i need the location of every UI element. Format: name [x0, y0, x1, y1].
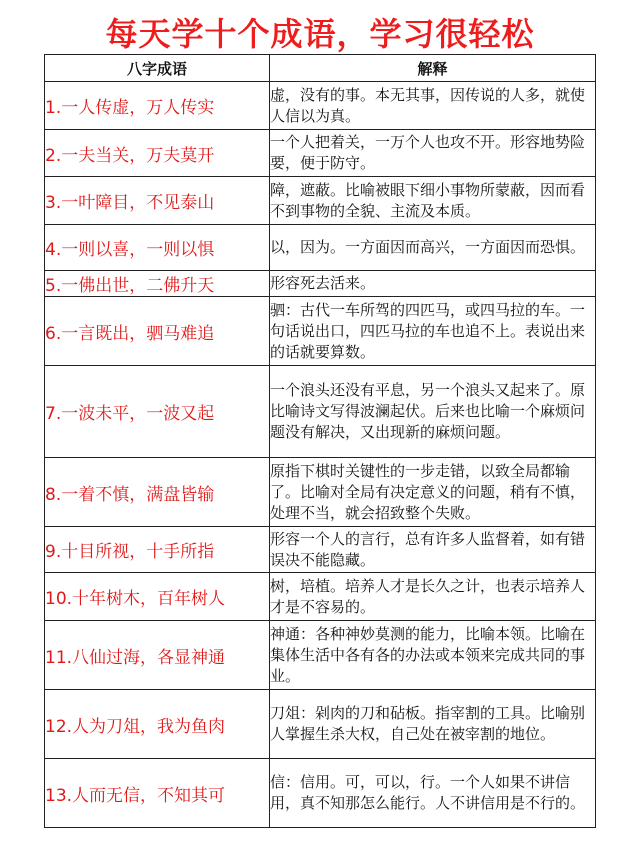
idiom-cell: 1.一人传虚，万人传实 — [45, 82, 270, 130]
idiom-cell: 12.人为刀俎，我为鱼肉 — [45, 690, 270, 759]
table-row — [45, 130, 596, 177]
table-row — [45, 225, 596, 271]
table-row — [45, 621, 596, 690]
table-row — [45, 527, 596, 573]
meaning-cell: 神通：各种神妙莫测的能力，比喻本领。比喻在集体生活中各有各的办法或本领来完成共同的事业。 — [270, 621, 596, 690]
idiom-cell: 13.人而无信，不知其可 — [45, 759, 270, 828]
meaning-cell: 刀俎：剁肉的刀和砧板。指宰割的工具。比喻别人掌握生杀大权，自己处在被宰割的地位。 — [270, 690, 596, 759]
idiom-cell: 3.一叶障目，不见泰山 — [45, 177, 270, 225]
table-header-row — [45, 55, 596, 82]
header-meaning: 解释 — [270, 55, 596, 82]
meaning-cell: 一个人把着关，一万个人也攻不开。形容地势险要，便于防守。 — [270, 130, 596, 177]
idiom-cell: 4.一则以喜，一则以惧 — [45, 225, 270, 271]
page-title: 每天学十个成语，学习很轻松 — [105, 15, 535, 53]
table-row — [45, 271, 596, 297]
table-row — [45, 366, 596, 458]
table-row — [45, 759, 596, 828]
idiom-cell: 2.一夫当关，万夫莫开 — [45, 130, 270, 177]
idiom-cell: 8.一着不慎，满盘皆输 — [45, 458, 270, 527]
meaning-cell: 一个浪头还没有平息，另一个浪头又起来了。原比喻诗文写得波澜起伏。后来也比喻一个麻烦问题没有解决，又出现新的麻烦问题。 — [270, 366, 596, 458]
table-row — [45, 82, 596, 130]
meaning-cell: 信：信用。可，可以，行。一个人如果不讲信用，真不知那怎么能行。人不讲信用是不行的。 — [270, 759, 596, 828]
idiom-table — [44, 54, 596, 828]
meaning-cell: 形容死去活来。 — [270, 271, 596, 297]
table-row — [45, 297, 596, 366]
idiom-cell: 5.一佛出世，二佛升天 — [45, 271, 270, 297]
table-row — [45, 690, 596, 759]
meaning-cell: 形容一个人的言行，总有许多人监督着，如有错误决不能隐藏。 — [270, 527, 596, 573]
idiom-cell: 7.一波未平，一波又起 — [45, 366, 270, 458]
table-row — [45, 458, 596, 527]
idiom-cell: 9.十目所视，十手所指 — [45, 527, 270, 573]
idiom-cell: 6.一言既出，驷马难追 — [45, 297, 270, 366]
table-row — [45, 573, 596, 621]
meaning-cell: 以，因为。一方面因而高兴，一方面因而恐惧。 — [270, 225, 596, 271]
idiom-cell: 11.八仙过海，各显神通 — [45, 621, 270, 690]
idiom-cell: 10.十年树木，百年树人 — [45, 573, 270, 621]
header-idiom: 八字成语 — [45, 55, 270, 82]
meaning-cell: 原指下棋时关键性的一步走错，以致全局都输了。比喻对全局有决定意义的问题，稍有不慎，处理不当，就会招致整个失败。 — [270, 458, 596, 527]
meaning-cell: 障，遮蔽。比喻被眼下细小事物所蒙蔽，因而看不到事物的全貌、主流及本质。 — [270, 177, 596, 225]
meaning-cell: 树，培植。培养人才是长久之计，也表示培养人才是不容易的。 — [270, 573, 596, 621]
meaning-cell: 驷：古代一车所驾的四匹马，或四马拉的车。一句话说出口，四匹马拉的车也追不上。表说出来的话就要算数。 — [270, 297, 596, 366]
meaning-cell: 虚，没有的事。本无其事，因传说的人多，就使人信以为真。 — [270, 82, 596, 130]
table-row — [45, 177, 596, 225]
